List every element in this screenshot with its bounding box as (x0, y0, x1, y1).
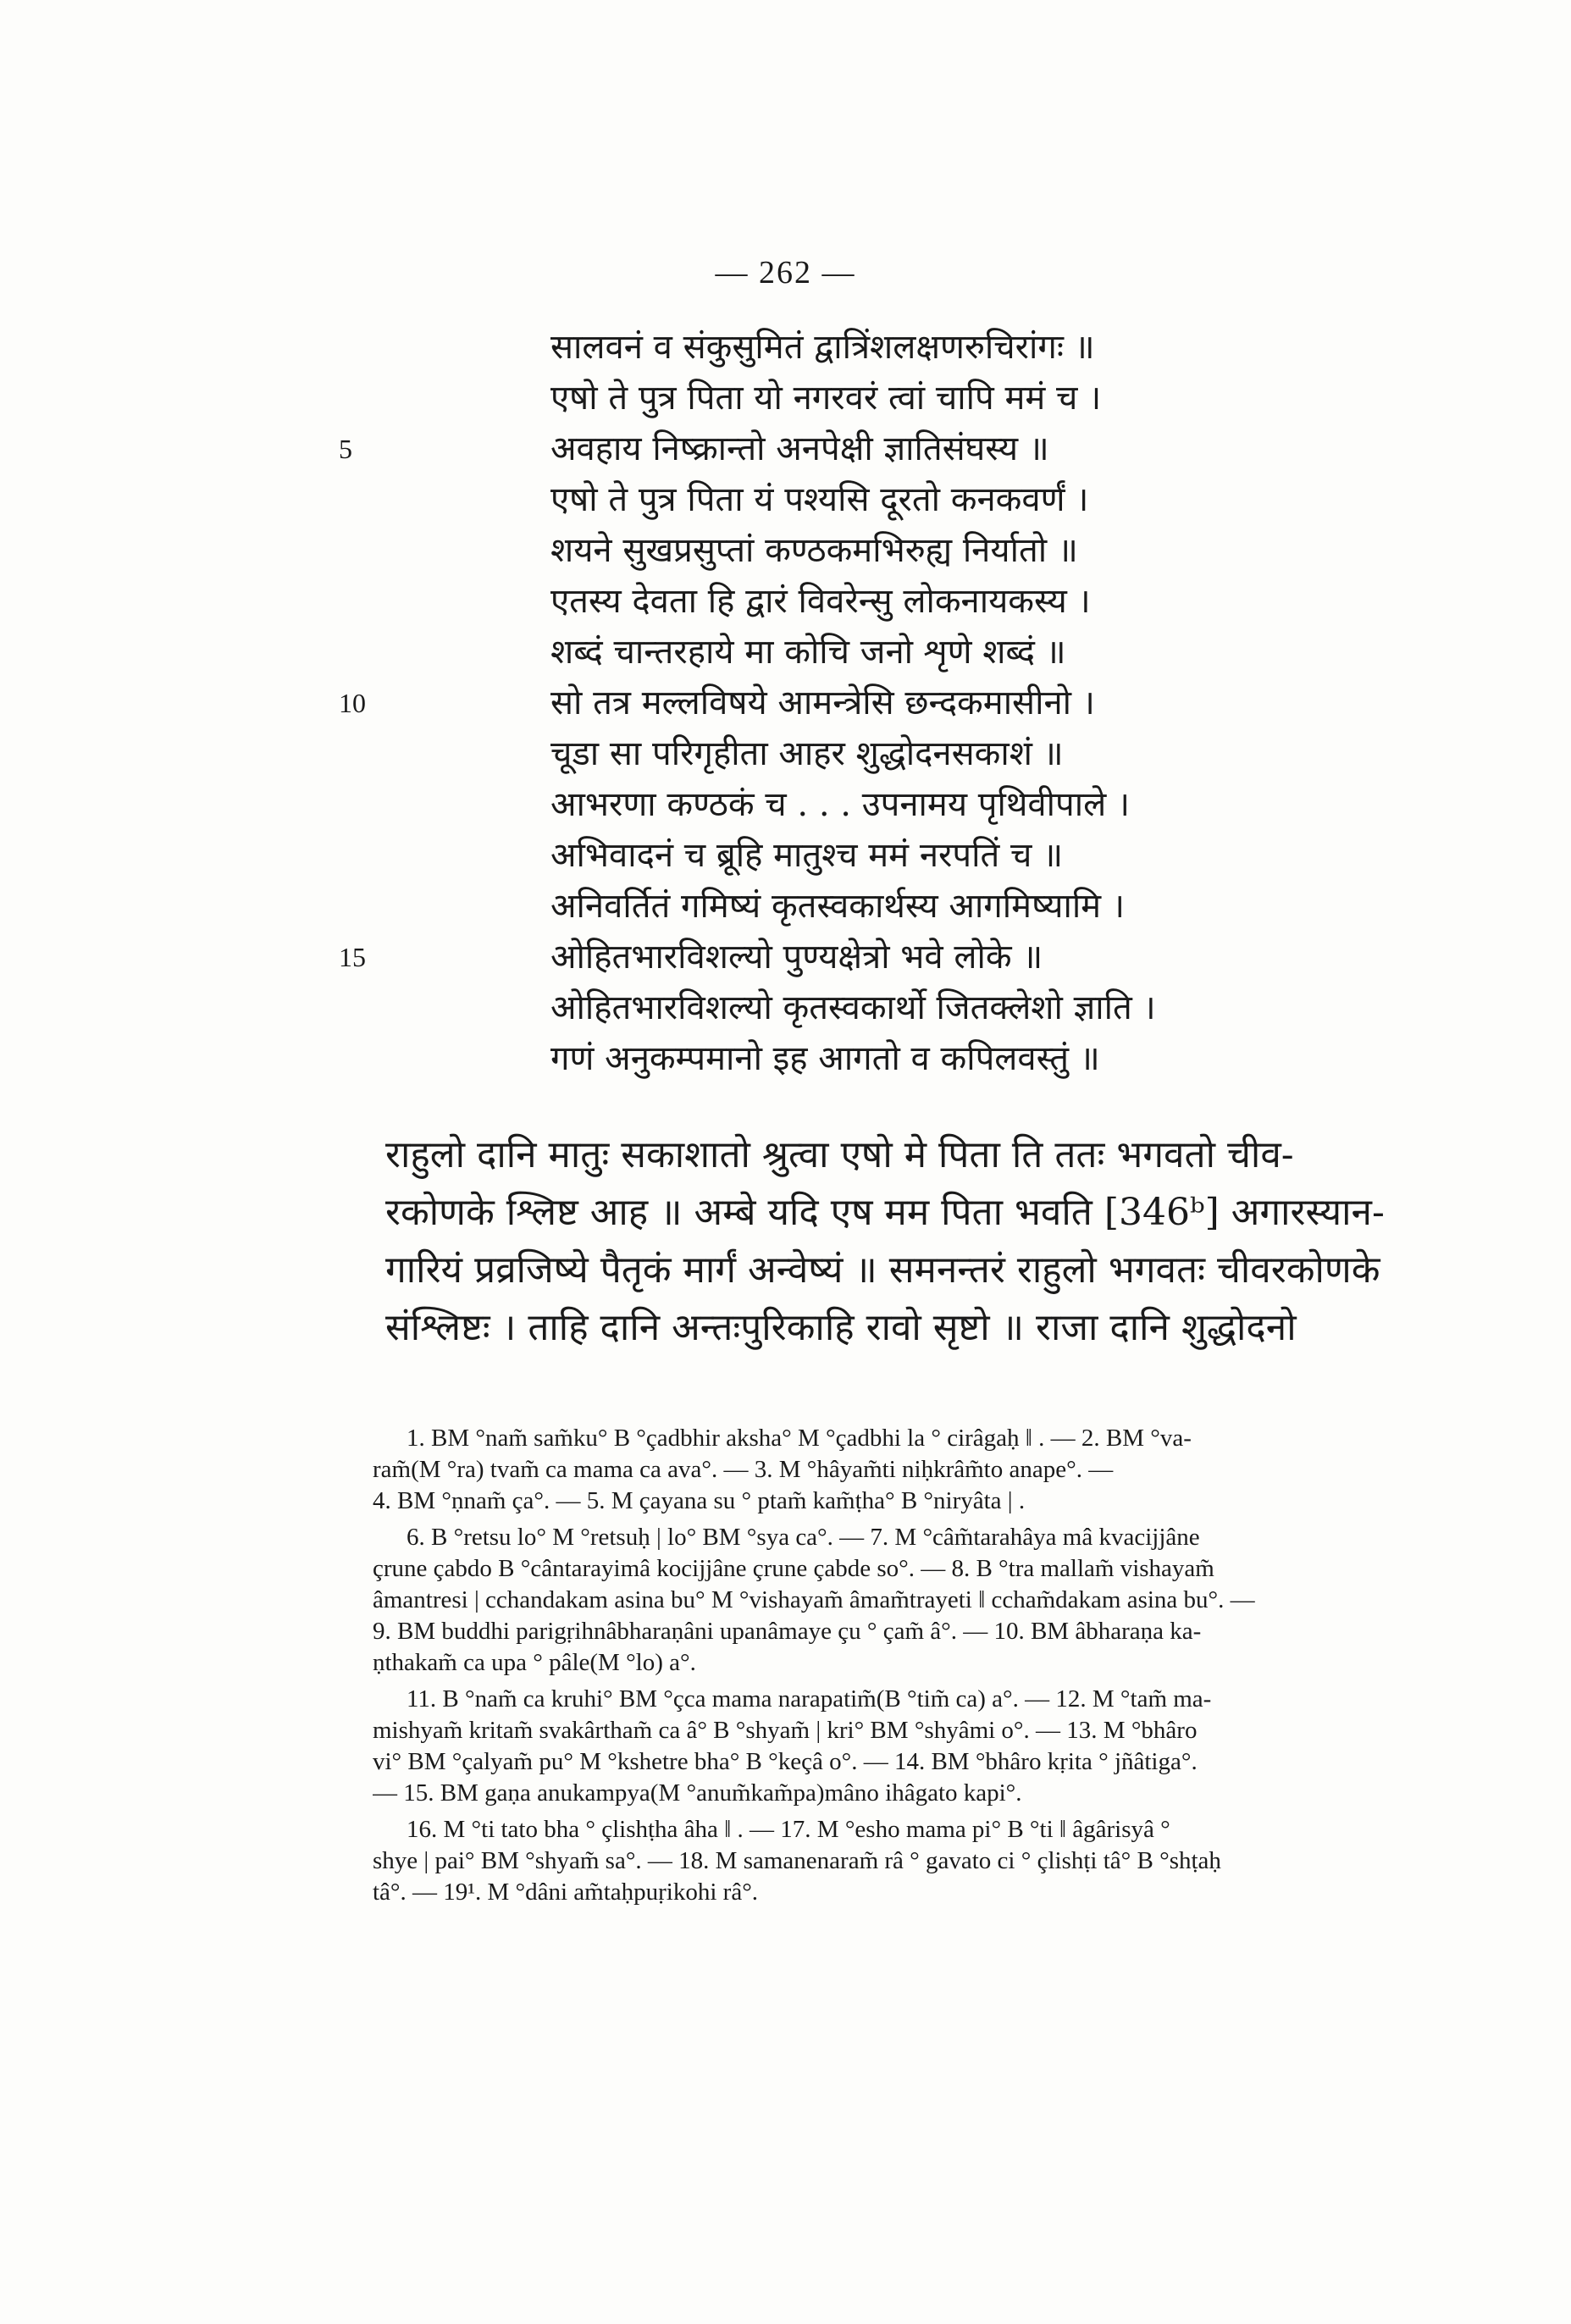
verse-line: सो तत्र मल्लविषये आमन्त्रेसि छन्दकमासीनो । (550, 683, 1095, 722)
page-number: — 262 — (715, 255, 856, 290)
verse-line: अनिवर्तितं गमिष्यं कृतस्वकार्थस्य आगमिष्यामि । (550, 887, 1125, 926)
verse-line: सालवनं व संकुसुमितं द्वात्रिंशलक्षणरुचिरांगः ॥ (550, 328, 1095, 367)
footnote-line: 1. BM °nam̃ sam̃ku° B °çadbhir aksha° M °çadbhi la ° cirâgaḥ ‖ . — 2. BM °va- (407, 1425, 1192, 1452)
prose-line: रकोणके श्लिष्ट आह ॥ अम्बे यदि एष मम पिता भवति [346ᵇ] अगारस्यान- (385, 1191, 1385, 1234)
verse-line: चूडा सा परिगृहीता आहर शुद्धोदनसकाशं ॥ (550, 734, 1064, 773)
footnote-line: shye | pai° BM °shyam̃ sa°. — 18. M samanenaram̃ râ ° gavato ci ° çlishṭi tâ° B °shṭaḥ (373, 1847, 1221, 1874)
verse-line: ओहितभारविशल्यो कृतस्वकार्थो जितक्लेशो ज्ञाति । (550, 988, 1156, 1027)
footnote-line: tâ°. — 19¹. M °dâni am̃taḥpuṛikohi râ°. (373, 1879, 759, 1906)
footnote-line: 4. BM °ṇnam̃ ça°. — 5. M çayana su ° ptam̃ kam̃ṭha° B °niryâta | . (373, 1487, 1026, 1514)
footnote-line: vi° BM °çalyam̃ pu° M °kshetre bha° B °keçâ o°. — 14. BM °bhâro kṛita ° jñâtiga°. (373, 1748, 1198, 1775)
verse-block (550, 322, 1414, 1084)
footnote-line: mishyam̃ kritam̃ svakârtham̃ ca â° B °shyam̃ | kri° BM °shyâmi o°. — 13. M °bhâro (373, 1717, 1198, 1744)
line-number-5: 5 (339, 434, 352, 464)
verse-line: एषो ते पुत्र पिता यो नगरवरं त्वां चापि ममं च । (550, 379, 1102, 418)
verse-line: एतस्य देवता हि द्वारं विवरेन्सु लोकनायकस्य । (550, 582, 1091, 621)
verse-line: शब्दं चान्तरहाये मा कोचि जनो शृणे शब्दं ॥ (550, 633, 1066, 672)
line-number-15: 15 (339, 942, 366, 972)
verse-line: शयने सुखप्रसुप्तां कण्ठकमभिरुह्य निर्यातो ॥ (550, 531, 1078, 570)
verse-line: ओहितभारविशल्यो पुण्यक्षेत्रो भवे लोके ॥ (550, 938, 1043, 977)
verse-line: आभरणा कण्ठकं च . . . उपनामय पृथिवीपाले । (550, 785, 1131, 824)
verse-line: गणं अनुकम्पमानो इह आगतो व कपिलवस्तुं ॥ (550, 1039, 1100, 1078)
footnote-line: 16. M °ti tato bha ° çlishṭha âha ‖ . — 17. M °esho mama pi° B °ti ‖ âgârisyâ ° (407, 1816, 1170, 1843)
footnote-line: 6. B °retsu lo° M °retsuḥ | lo° BM °sya ca°. — 7. M °câm̃tarahâya mâ kvacijjâne (407, 1524, 1200, 1551)
footnote-line: ṇthakam̃ ca upa ° pâle(M °lo) a°. (373, 1649, 696, 1676)
footnote-line: âmantresi | cchandakam asina bu° M °vishayam̃ âmam̃trayeti ‖ ccham̃dakam asina bu°. — (373, 1586, 1255, 1613)
footnote-line: — 15. BM gaṇa anukampya(M °anum̃kam̃pa)mâno ihâgato kapi°. (373, 1779, 1022, 1807)
verse-line: अभिवादनं च ब्रूहि मातुश्च ममं नरपतिं च ॥ (550, 836, 1064, 875)
footnote-line: çrune çabdo B °cântarayimâ kocijjâne çrune çabde so°. — 8. B °tra mallam̃ vishayam̃ (373, 1555, 1214, 1582)
prose-line: संश्लिष्टः । ताहि दानि अन्तःपुरिकाहि रावो सृष्टो ॥ राजा दानि शुद्धोदनो (385, 1306, 1297, 1349)
prose-paragraph (385, 1126, 1469, 1357)
verse-line: एषो ते पुत्र पिता यं पश्यसि दूरतो कनकवर्णं । (550, 480, 1089, 519)
footnote-line: 11. B °nam̃ ca kruhi° BM °çca mama narapatim̃(B °tim̃ ca) a°. — 12. M °tam̃ ma- (407, 1685, 1212, 1713)
footnote-line: ram̃(M °ra) tvam̃ ca mama ca ava°. — 3. M °hâyam̃ti niḥkrâm̃to anape°. — (373, 1456, 1114, 1483)
footnotes (373, 1423, 1474, 1908)
verse-line: अवहाय निष्क्रान्तो अनपेक्षी ज्ञातिसंघस्य ॥ (550, 429, 1049, 468)
line-number-10: 10 (339, 688, 366, 718)
prose-line: राहुलो दानि मातुः सकाशातो श्रुत्वा एषो मे पिता ति ततः भगवतो चीव- (385, 1133, 1294, 1176)
footnote-line: 9. BM buddhi parigṛihnâbharaṇâni upanâmaye çu ° çam̃ â°. — 10. BM âbharaṇa ka- (373, 1618, 1202, 1645)
prose-line: गारियं प्रव्रजिष्ये पैतृकं मार्गं अन्वेष्यं ॥ समनन्तरं राहुलो भगवतः चीवरकोणके (385, 1248, 1380, 1292)
